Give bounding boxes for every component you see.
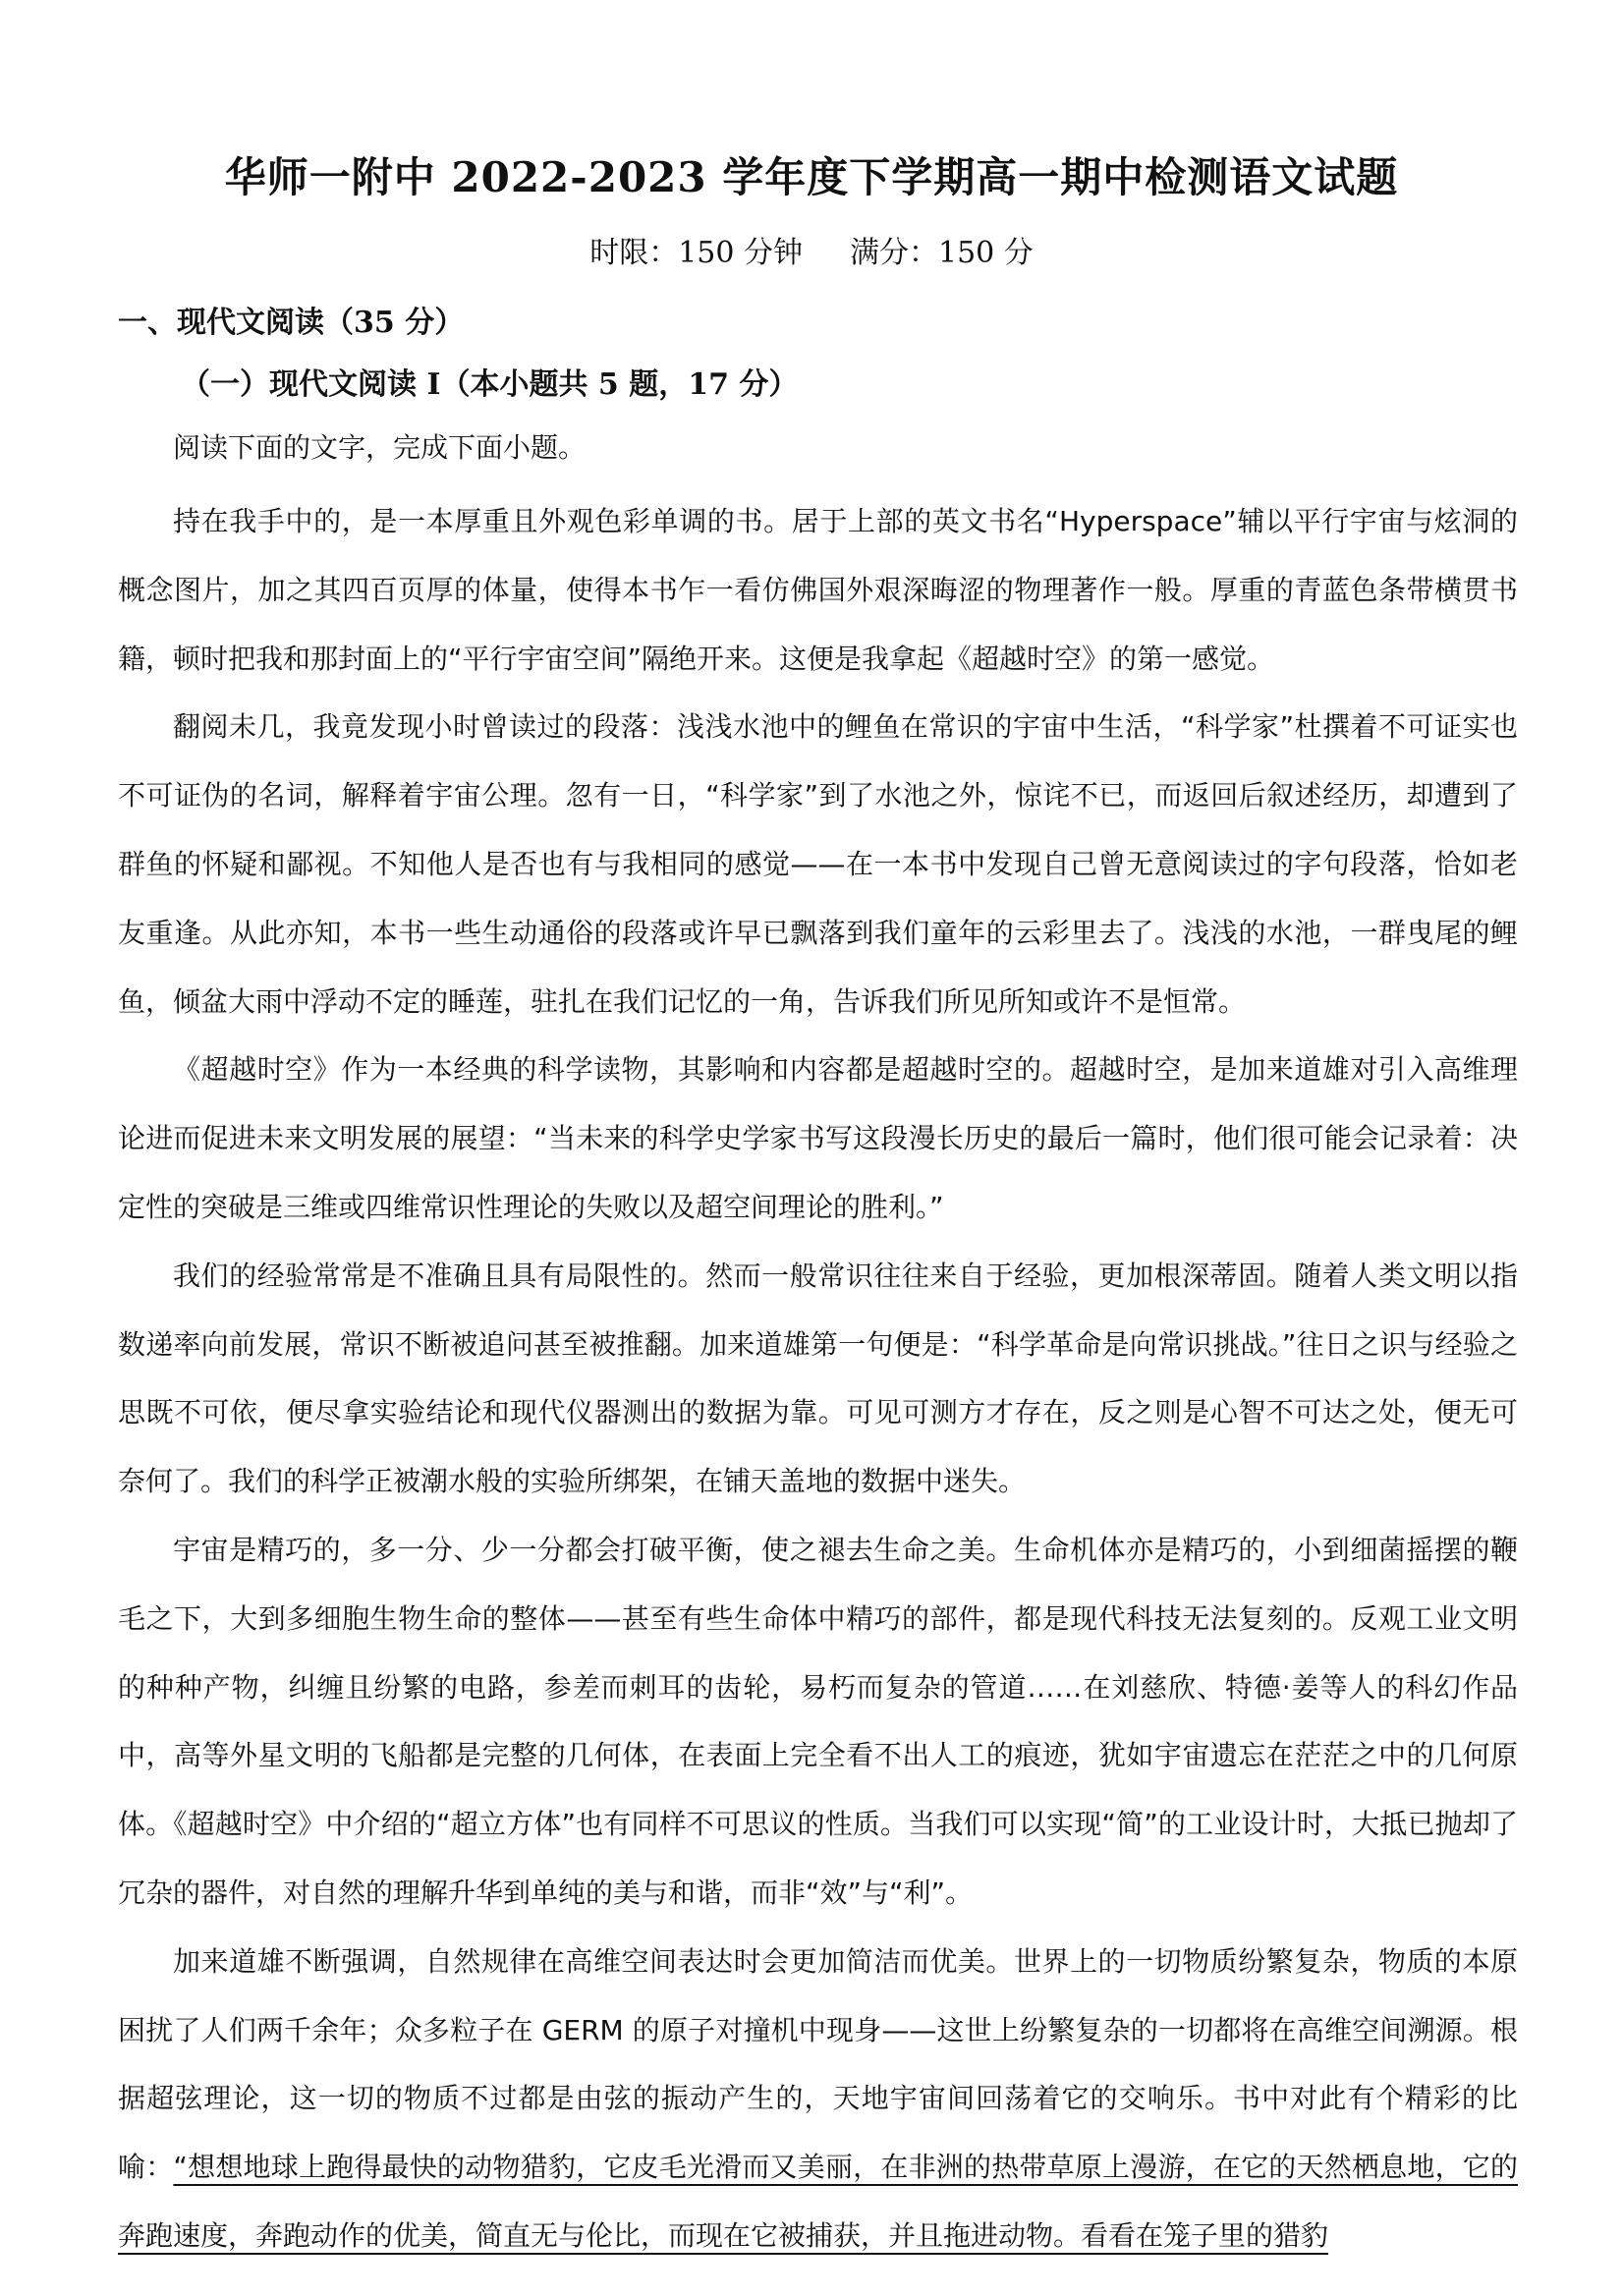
section-heading: 一、现代文阅读（35 分） <box>118 306 465 340</box>
paragraph-5: 宇宙是精巧的，多一分、少一分都会打破平衡，使之褪去生命之美。生命机体亦是精巧的，小到细菌摇摆的鞭毛之下，大到多细胞生物生命的整体——甚至有些生命体中精巧的部件，都是现代科技无法复刻的。反观工业文明的种种产物，纠缠且纷繁的电路，参差而刺耳的齿轮，易朽而复杂的管道……在刘慈欣、特德·姜等人的科幻作品中，高等外星文明的飞船都是完整的几何体，在表面上完全看不出人工的痕迹，犹如宇宙遗忘在茫茫之中的几何原体。《超越时空》中介绍的“超立方体”也有同样不可思议的性质。当我们可以实现“简”的工业设计时，大抵已抛却了冗杂的器件，对自然的理解升华到单纯的美与和谐，而非“效”与“利”。 <box>118 1533 1518 1909</box>
reading-passage <box>118 487 1518 2270</box>
reading-instruction: 阅读下面的文字，完成下面小题。 <box>173 431 587 464</box>
exam-title: 华师一附中 2022-2023 学年度下学期高一期中检测语文试题 <box>224 153 1399 201</box>
underlined-quote: “想想地球上跑得最快的动物猎豹，它皮毛光滑而又美丽，在非洲的热带草原上漫游，在它的天然栖息地，它的奔跑速度，奔跑动作的优美，简直无与伦比，而现在它被捕获，并且拖进动物。看看在笼子里的猎豹 <box>118 2151 1518 2252</box>
paragraph-2: 翻阅未几，我竟发现小时曾读过的段落：浅浅水池中的鲤鱼在常识的宇宙中生活，“科学家”杜撰着不可证实也不可证伪的名词，解释着宇宙公理。忽有一日，“科学家”到了水池之外，惊诧不已，而返回后叙述经历，却遭到了群鱼的怀疑和鄙视。不知他人是否也有与我相同的感觉——在一本书中发现自己曾无意阅读过的字句段落，恰如老友重逢。从此亦知，本书一些生动通俗的段落或许早已飘落到我们童年的云彩里去了。浅浅的水池，一群曳尾的鲤鱼，倾盆大雨中浮动不定的睡莲，驻扎在我们记忆的一角，告诉我们所见所知或许不是恒常。 <box>118 710 1518 1018</box>
paragraph-1: 持在我手中的，是一本厚重且外观色彩单调的书。居于上部的英文书名“Hyperspace”辅以平行宇宙与炫洞的概念图片，加之其四百页厚的体量，使得本书乍一看仿佛国外艰深晦涩的物理著作一般。厚重的青蓝色条带横贯书籍，顿时把我和那封面上的“平行宇宙空间”隔绝开来。这便是我拿起《超越时空》的第一感觉。 <box>118 505 1518 675</box>
subsection-heading: （一）现代文阅读 I（本小题共 5 题，17 分） <box>181 367 799 402</box>
full-score: 满分：150 分 <box>850 236 1034 270</box>
paragraph-3: 《超越时空》作为一本经典的科学读物，其影响和内容都是超越时空的。超越时空，是加来道雄对引入高维理论进而促进未来文明发展的展望：“当未来的科学史学家书写这段漫长历史的最后一篇时，他们很可能会记录着：决定性的突破是三维或四维常识性理论的失败以及超空间理论的胜利。” <box>118 1053 1518 1223</box>
exam-info <box>0 228 1623 271</box>
paragraph-6 <box>118 1928 1518 2270</box>
time-limit: 时限：150 分钟 <box>589 236 803 270</box>
paragraph-4: 我们的经验常常是不准确且具有局限性的。然而一般常识往往来自于经验，更加根深蒂固。随着人类文明以指数递率向前发展，常识不断被追问甚至被推翻。加来道雄第一句便是：“科学革命是向常识挑战。”往日之识与经验之思既不可依，便尽拿实验结论和现代仪器测出的数据为靠。可见可测方才存在，反之则是心智不可达之处，便无可奈何了。我们的科学正被潮水般的实验所绑架，在铺天盖地的数据中迷失。 <box>118 1259 1518 1498</box>
paragraph-6-text: 加来道雄不断强调，自然规律在高维空间表达时会更加简洁而优美。世界上的一切物质纷繁复杂，物质的本原困扰了人们两千余年；众多粒子在 GERM 的原子对撞机中现身——这世上纷繁复杂的一切都将在高维空间溯源。根据超弦理论，这一切的物质不过都是由弦的振动产生的，天地宇宙间回荡着它的交响乐。书中对此有个精彩的比喻： <box>118 1944 1518 2184</box>
